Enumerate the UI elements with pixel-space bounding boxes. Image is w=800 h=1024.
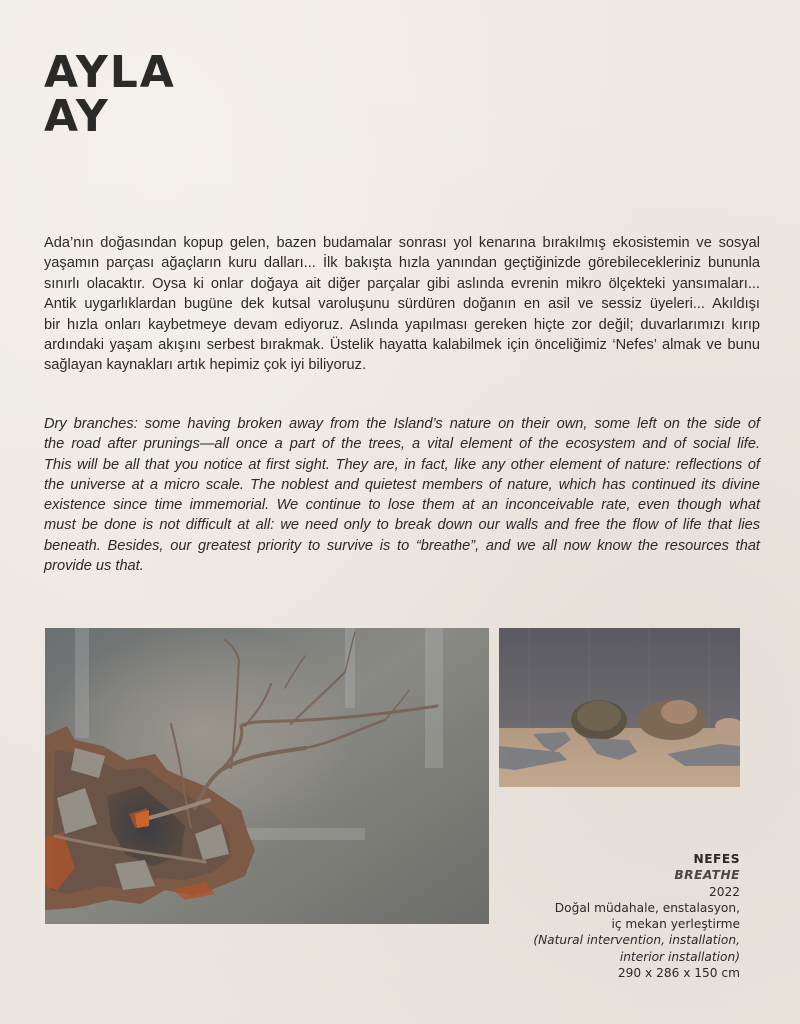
statement-line: beneath. Besides, our greatest priority to survive is to “breathe”, and we all now know the resources that	[44, 537, 760, 554]
statement-line: Dry branches: some having broken away from the Island’s nature on their own, some left on the side of	[44, 416, 760, 432]
statement-line: the universe at a micro scale. The noblest and quietest members of nature, which has continued its divine	[44, 476, 760, 493]
statement-line: This will be all that you notice at first sight. They are, in fact, like any other element of nature: reflections of	[44, 456, 760, 473]
statement-line: bir hızla onları kaybetmeye devam ediyoruz. Aslında yapılması gereken hiçte zor değil; duvarlarımızı kırıp	[44, 316, 760, 333]
statement-line: yaşamın parçası ağaçların kuru dalları... İlk bakışta hızla yanından geçtiğinizde görebilecekleriniz bununla	[44, 255, 760, 272]
artist-name-line-1: AYLA	[44, 47, 176, 98]
artwork-photo-main	[45, 628, 489, 924]
artwork-caption	[480, 851, 740, 981]
statement-line: Antik uygarlıklardan bugüne dek kutsal varoluşunu sürdüren doğanın en asil ve sessiz üyeleri... Akıldışı	[44, 296, 760, 313]
artwork-title-en: BREATHE	[674, 868, 740, 883]
statement-line: must be done is not difficult at all: we need only to break down our walls and free the flow of life that lies	[44, 517, 760, 534]
statement-line: sınırlı olacaktır. Oysa ki onlar doğaya ait diğer parçalar gibi aslında evrenin mikro ölçekteki yansımaları...	[44, 275, 760, 292]
artwork-year: 2022	[708, 884, 740, 899]
artwork-medium-tr: Doğal müdahale, enstalasyon,	[554, 900, 740, 915]
artist-name-line-2: AY	[44, 91, 110, 142]
statement-line: provide us that.	[44, 558, 144, 575]
statement-turkish	[44, 233, 760, 376]
statement-line: existence since time immemorial. We continue to lose them at an inconceivable rate, even though what	[44, 497, 760, 514]
artwork-photo-side	[499, 628, 740, 787]
artwork-medium-en: (Natural intervention, installation,	[533, 933, 740, 948]
statement-english	[44, 414, 760, 576]
statement-line: sağlayan kaynakları artık hepimiz çok iyi biliyoruz.	[44, 357, 367, 374]
artwork-dimensions: 290 x 286 x 150 cm	[617, 966, 740, 981]
statement-line: ardındaki yaşam akışını serbest bırakmak. Üstelik hayatta kalabilmek için önceliğimiz ‘Nefes’ almak ve bunu	[44, 337, 760, 354]
artist-name	[44, 47, 176, 142]
artwork-title-tr: NEFES	[693, 852, 740, 866]
statement-line: the road after prunings—all once a part of the trees, a vital element of the ecosystem and of social life.	[44, 436, 760, 453]
statement-line: Ada’nın doğasından kopup gelen, bazen budamalar sonrası yol kenarına bırakılmış ekosistemin ve sosyal	[44, 235, 760, 251]
artwork-medium-tr: iç mekan yerleştirme	[611, 917, 740, 932]
artwork-medium-en: interior installation)	[619, 949, 740, 964]
